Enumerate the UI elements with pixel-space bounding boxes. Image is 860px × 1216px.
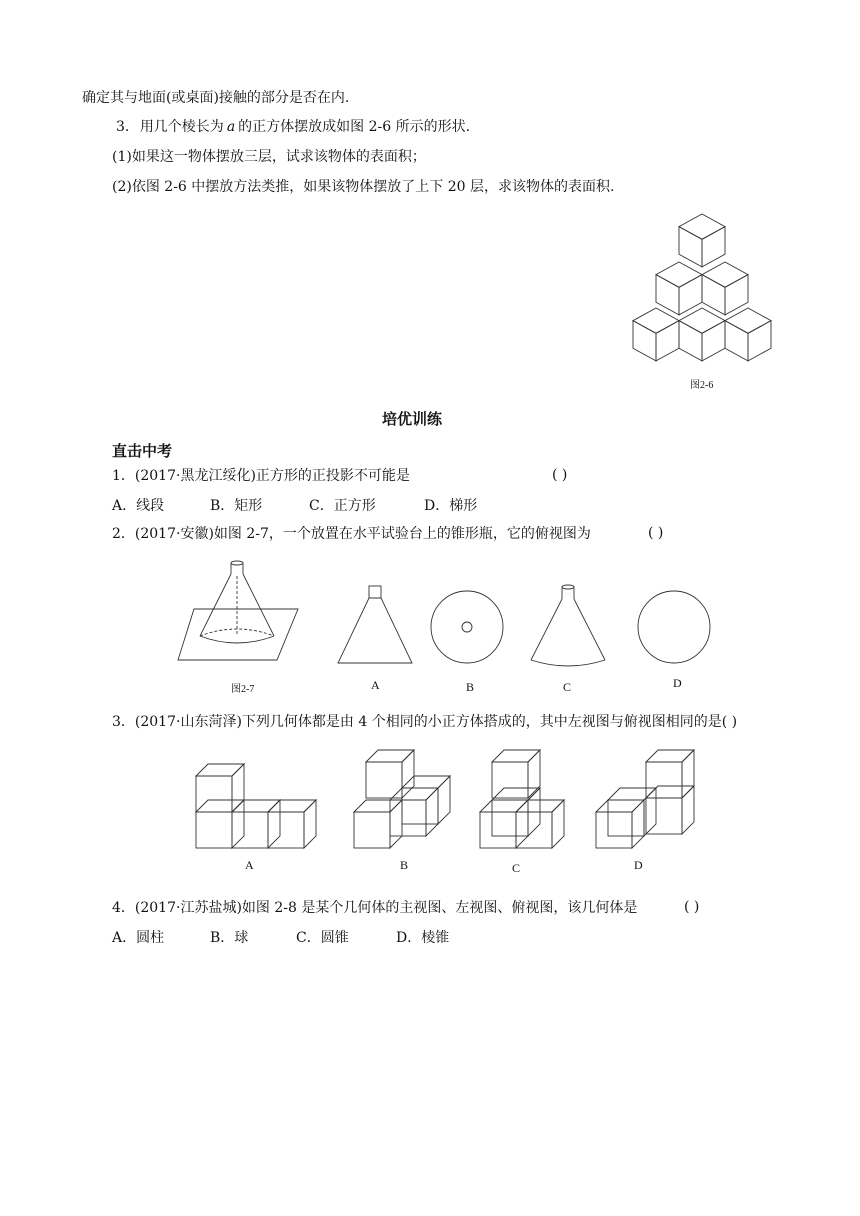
p2-label-c: C [563, 680, 572, 694]
p4-option-a: A．圆柱 [112, 930, 165, 946]
cube-edge [268, 800, 280, 848]
cube-edge [646, 786, 694, 798]
subsection-title: 直击中考 [112, 442, 173, 460]
cube-face [656, 321, 679, 361]
cube-edge [196, 764, 244, 776]
cube-face [633, 321, 656, 361]
cube-edge [196, 812, 232, 848]
cube-face [679, 275, 702, 315]
p3-label-c: C [512, 861, 521, 875]
cube-edge [480, 812, 516, 848]
p2-label-b: B [466, 680, 475, 694]
cube-edge [366, 750, 414, 762]
cube-edge [390, 788, 438, 800]
p4-option-c: C．圆锥 [296, 930, 349, 946]
cube-edge [596, 812, 632, 848]
cube-face [702, 275, 725, 315]
q3-statement [116, 117, 470, 137]
p4-text: 4．(2017·江苏盐城)如图 2-8 是某个几何体的主视图、左视图、俯视图，该几何体是 [112, 900, 638, 916]
cube-edge [402, 776, 450, 788]
cube-face [702, 321, 725, 361]
cube-edge [480, 800, 528, 812]
p2-label-d: D [673, 676, 682, 690]
cube-edge [528, 750, 540, 798]
cube-face [679, 321, 702, 361]
cube-face [748, 321, 771, 361]
cube-edge [366, 762, 402, 798]
cube-edge [552, 800, 564, 848]
cube-edge [528, 788, 540, 836]
q3-pre: 用几个棱长为 [139, 119, 224, 135]
cube-edge [232, 800, 244, 848]
cube-face [725, 308, 771, 333]
cube-edge [402, 788, 438, 824]
cube-edge [644, 788, 656, 836]
p2-text: 2．(2017·安徽)如图 2-7，一个放置在水平试验台上的锥形瓶，它的俯视图为 [112, 526, 591, 542]
cube-edge [516, 812, 552, 848]
cube-face [702, 227, 725, 267]
p3-label-b: B [400, 858, 409, 872]
q3-number: 3. [116, 119, 130, 135]
p3-label-d: D [634, 858, 643, 872]
p3-text: 3．(2017·山东菏泽)下列几何体都是由 4 个相同的小正方体搭成的，其中左视图与俯视图相同的是( ) [112, 714, 738, 730]
cube-face [656, 262, 702, 287]
p4-option-d: D．棱锥 [396, 930, 450, 946]
cube-edge [646, 798, 682, 834]
cube-face [725, 275, 748, 315]
q3-sub1: (1)如果这一物体摆放三层，试求该物体的表面积； [112, 149, 426, 165]
cube-edge [492, 750, 540, 762]
cube-edge [646, 750, 694, 762]
cube-edge [492, 762, 528, 798]
cube-face [656, 275, 679, 315]
p4-answer-paren: ( ) [684, 899, 700, 915]
cube-edge [402, 750, 414, 798]
cube-edge [196, 800, 244, 812]
p4-option-b: B．球 [210, 930, 249, 946]
p1-answer-paren: ( ) [552, 467, 568, 483]
p2-label-a: A [371, 678, 380, 692]
q3-sub2: (2)依图 2-6 中摆放方法类推，如果该物体摆放了上下 20 层，求该物体的表面积. [112, 179, 615, 195]
figure-2-6-caption: 图2-6 [690, 380, 714, 391]
p1-option-a: A．线段 [112, 498, 165, 514]
cube-edge [390, 800, 402, 848]
p1-option-d: D．梯形 [424, 498, 478, 514]
cube-face [679, 227, 702, 267]
cube-edge [438, 776, 450, 824]
q3-post: 的正方体摆放成如图 2-6 所示的形状. [238, 119, 471, 135]
cube-edge [492, 800, 528, 836]
cube-edge [232, 812, 268, 848]
cube-edge [632, 800, 644, 848]
cube-edge [304, 800, 316, 848]
p2-answer-paren: ( ) [648, 525, 664, 541]
cube-edge [268, 812, 304, 848]
cube-face [679, 308, 725, 333]
cube-edge [390, 800, 426, 836]
figure-2-7-caption: 图2-7 [231, 684, 255, 695]
cube-edge [516, 800, 564, 812]
q3-variable: a [226, 119, 236, 135]
cube-edge [492, 788, 540, 800]
cube-edge [608, 800, 644, 836]
cube-edge [232, 764, 244, 812]
cube-edge [596, 800, 644, 812]
cube-face [633, 308, 679, 333]
cube-face [725, 321, 748, 361]
cube-edge [682, 786, 694, 834]
section-title: 培优训练 [382, 410, 443, 428]
cube-edge [516, 800, 528, 848]
p1-text: 1．(2017·黑龙江绥化)正方形的正投影不可能是 [112, 468, 410, 484]
cube-edge [608, 788, 656, 800]
cube-edge [232, 800, 280, 812]
cube-face [702, 262, 748, 287]
intro-tail-text: 确定其与地面(或桌面)接触的部分是否在内. [82, 90, 350, 106]
cube-edge [682, 750, 694, 798]
p1-option-b: B．矩形 [210, 498, 263, 514]
cube-edge [196, 776, 232, 812]
cube-edge [354, 800, 402, 812]
cube-edge [354, 812, 390, 848]
cube-face [679, 214, 725, 239]
p1-option-c: C．正方形 [309, 498, 376, 514]
cube-edge [646, 762, 682, 798]
cube-edge [268, 800, 316, 812]
p3-label-a: A [245, 858, 254, 872]
cube-edge [426, 788, 438, 836]
